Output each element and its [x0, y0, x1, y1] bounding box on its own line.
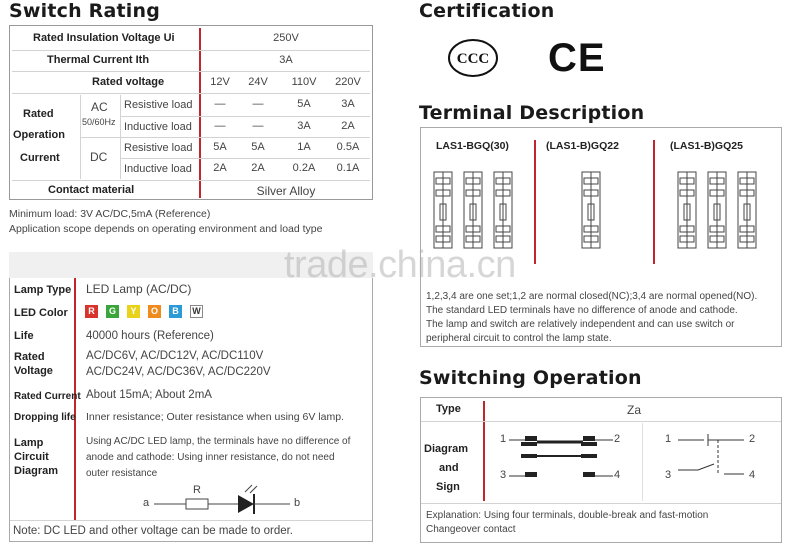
rated-current-value: About 15mA; About 2mA	[86, 389, 212, 401]
switch-symbol-diagram	[668, 428, 758, 494]
ccc-logo-icon	[447, 38, 499, 78]
lamp-type-value: LED Lamp (AC/DC)	[86, 282, 192, 296]
dc-resistive-label: Resistive load	[124, 142, 193, 154]
circuit-text-1: Using AC/DC LED lamp, the terminals have no difference of	[86, 436, 351, 447]
dropping-life-label: Dropping life	[14, 412, 76, 423]
lamp-circuit-diagram	[140, 482, 310, 516]
rated-voltage-label-1: Rated	[14, 351, 45, 363]
lamp-note: Note: DC LED and other voltage can be made to order.	[13, 525, 293, 537]
circuit-text-2: anode and cathode: Using inner resistance, do not need	[86, 452, 335, 463]
led-swatch-w: W	[190, 305, 203, 318]
certification-title: Certification	[419, 0, 555, 22]
symbol-terminal-2: 2	[749, 433, 756, 445]
terminal-desc-4: peripheral circuit to control the lamp state.	[426, 333, 612, 344]
node-a: a	[143, 497, 150, 509]
svg-text:CCC: CCC	[456, 51, 490, 67]
thermal-label: Thermal Current Ith	[47, 54, 150, 66]
explanation-2: Changeover contact	[426, 524, 516, 535]
ac-ind-24: —	[252, 120, 264, 132]
voltage-220: 220V	[335, 76, 361, 88]
dc-inductive-label: Inductive load	[124, 163, 192, 175]
contact-terminal-4: 4	[614, 469, 621, 481]
and-label: and	[439, 462, 459, 474]
model-3: (LAS1-B)GQ25	[670, 140, 743, 152]
led-swatch-g: G	[106, 305, 119, 318]
contact-value: Silver Alloy	[256, 184, 316, 198]
dc-ind-24: 2A	[251, 162, 265, 174]
dc-res-220: 0.5A	[336, 141, 360, 153]
symbol-terminal-3: 3	[665, 469, 672, 481]
node-b: b	[294, 497, 301, 509]
contact-label: Contact material	[48, 184, 135, 196]
rated-label: Rated	[23, 108, 54, 120]
circuit-text-3: outer resistance	[86, 468, 158, 479]
led-swatch-r: R	[85, 305, 98, 318]
life-label: Life	[14, 330, 34, 342]
ac-ind-110: 3A	[297, 120, 311, 132]
ac-res-24: —	[252, 98, 264, 110]
terminal-diagram-3	[676, 170, 768, 252]
model-1: LAS1-BGQ(30)	[436, 140, 509, 152]
resistor-label: R	[193, 484, 201, 496]
circuit-label-2: Circuit	[14, 451, 49, 463]
dc-ind-220: 0.1A	[336, 162, 360, 174]
rated-voltage-label-2: Voltage	[14, 365, 53, 377]
type-label: Type	[436, 403, 461, 415]
dc-res-12: 5A	[213, 141, 227, 153]
sign-label: Sign	[436, 481, 460, 493]
ce-logo-icon: CE	[548, 36, 606, 80]
ac-ind-220: 2A	[341, 120, 355, 132]
ac-freq: 50/60Hz	[82, 117, 116, 127]
ac-label: AC	[91, 100, 108, 114]
rated-current-label: Rated Current	[14, 391, 81, 402]
led-swatch-b: B	[169, 305, 182, 318]
terminal-desc-1: 1,2,3,4 are one set;1,2 are normal closed(NC);3,4 are normal opened(NO).	[426, 291, 758, 302]
current-label: Current	[20, 152, 60, 164]
dc-res-24: 5A	[251, 141, 265, 153]
ac-inductive-label: Inductive load	[124, 121, 192, 133]
thermal-value: 3A	[279, 54, 293, 66]
resistor-icon	[186, 499, 208, 509]
insulation-label: Rated Insulation Voltage Ui	[33, 32, 175, 44]
minimum-load-note: Minimum load: 3V AC/DC,5mA (Reference)	[9, 208, 211, 220]
circuit-label-1: Lamp	[14, 437, 44, 449]
explanation-1: Explanation: Using four terminals, double-break and fast-motion	[426, 510, 709, 521]
terminal-desc-3: The lamp and switch are relatively independent and can use switch or	[426, 319, 735, 330]
watermark: trade.china.cn	[284, 244, 516, 286]
dropping-life-value: Inner resistance; Outer resistance when using 6V lamp.	[86, 411, 344, 423]
operation-label: Operation	[13, 129, 65, 141]
life-value: 40000 hours (Reference)	[86, 330, 214, 342]
lamp-voltage-line-2: AC/DC24V, AC/DC36V, AC/DC220V	[86, 366, 271, 378]
dc-ind-110: 0.2A	[292, 162, 316, 174]
terminal-desc-2: The standard LED terminals have no difference of anode and cathode.	[426, 305, 738, 316]
ac-res-110: 5A	[297, 98, 311, 110]
rated-voltage-label: Rated voltage	[92, 76, 165, 88]
dc-res-110: 1A	[297, 141, 311, 153]
led-color-label: LED Color	[14, 307, 68, 319]
contact-terminal-1: 1	[500, 433, 507, 445]
ac-ind-12: —	[214, 120, 226, 132]
ac-resistive-label: Resistive load	[124, 99, 193, 111]
lamp-voltage-line-1: AC/DC6V, AC/DC12V, AC/DC110V	[86, 350, 264, 362]
contact-terminal-2: 2	[614, 433, 621, 445]
model-2: (LAS1-B)GQ22	[546, 140, 619, 152]
terminal-diagram-1	[432, 170, 524, 252]
diagram-label: Diagram	[424, 443, 469, 455]
terminal-title: Terminal Description	[419, 102, 645, 124]
voltage-24: 24V	[248, 76, 268, 88]
ac-res-12: —	[214, 98, 226, 110]
led-swatch-o: O	[148, 305, 161, 318]
dc-label: DC	[90, 150, 108, 164]
type-value: Za	[627, 403, 642, 417]
terminal-diagram-2	[570, 170, 616, 252]
voltage-12: 12V	[210, 76, 230, 88]
dc-ind-12: 2A	[213, 162, 227, 174]
contact-terminal-3: 3	[500, 469, 507, 481]
symbol-terminal-4: 4	[749, 469, 756, 481]
symbol-terminal-1: 1	[665, 433, 672, 445]
application-note: Application scope depends on operating environment and load type	[9, 223, 323, 235]
lamp-type-label: Lamp Type	[14, 284, 72, 296]
switch-rating-title: Switch Rating	[9, 0, 161, 22]
insulation-value: 250V	[273, 32, 299, 44]
switching-title: Switching Operation	[419, 367, 642, 389]
led-swatch-y: Y	[127, 305, 140, 318]
led-diode-icon	[238, 495, 254, 513]
voltage-110: 110V	[291, 76, 317, 88]
circuit-label-3: Diagram	[14, 465, 59, 477]
ac-res-220: 3A	[341, 98, 355, 110]
